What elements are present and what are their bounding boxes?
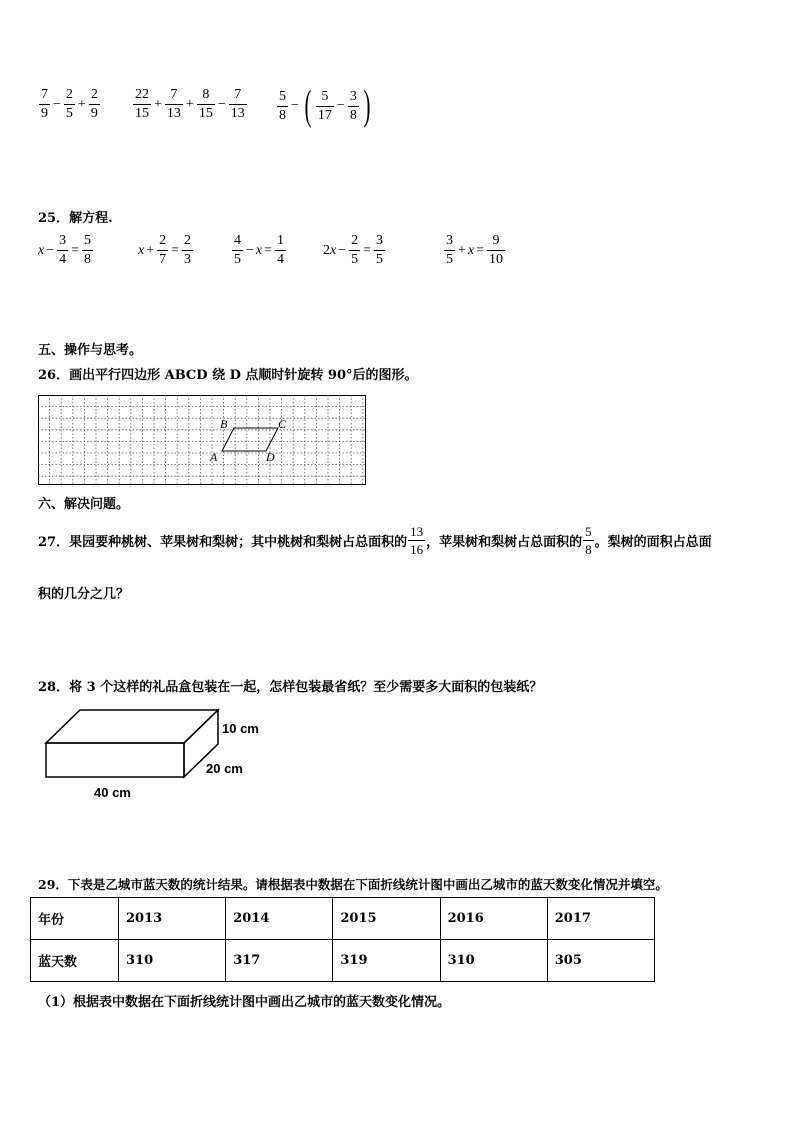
- table-cell: 310: [440, 940, 547, 982]
- table-cell: 年份: [31, 898, 119, 940]
- expression-3: $\frac{5}{8}$ − ( $\frac{5}{17}$ − $\frac{3}{8}$ ): [279, 83, 371, 129]
- width-label: 20 cm: [206, 761, 243, 776]
- equation-5: $\frac{3}{5}$ + x = $\frac{9}{10}$: [446, 233, 504, 267]
- fraction: $\frac{2}{9}$: [90, 87, 98, 121]
- q27-line1: 27．果园要种桃树、苹果树和梨树；其中桃树和梨树占总面积的 $\frac{13}{16}$ ，苹果树和梨树占总面积的 $\frac{5}{8}$ 。梨树的面积占总面: [38, 524, 712, 557]
- dot-grid: [38, 395, 366, 485]
- q25-title: 25．解方程.: [38, 211, 113, 226]
- vertex-label-d: D: [266, 450, 275, 464]
- table-cell: 2015: [333, 898, 440, 940]
- table-cell: 310: [119, 940, 226, 982]
- table-cell: 305: [547, 940, 654, 982]
- right-paren: ): [363, 83, 371, 129]
- equation-1: x − $\frac{3}{4}$ = $\frac{5}{8}$: [38, 233, 92, 267]
- expression-2: $\frac{22}{15}$ + $\frac{7}{13}$ + $\frac{8}{15}$ − $\frac{7}{13}$: [135, 87, 245, 121]
- blue-sky-table: [30, 897, 655, 982]
- q27-line2: 积的几分之几？: [38, 587, 130, 602]
- q29-title: 29．下表是乙城市蓝天数的统计结果。请根据表中数据在下面折线统计图中画出乙城市的蓝天数变化情况并填空。: [38, 877, 668, 892]
- section-5-heading: 五、操作与思考。: [38, 343, 143, 358]
- left-paren: (: [304, 83, 312, 129]
- q29-sub1: （1）根据表中数据在下面折线统计图中画出乙城市的蓝天数变化情况。: [38, 995, 451, 1010]
- table-cell: 2014: [226, 898, 333, 940]
- equation-2: x + $\frac{2}{7}$ = $\frac{2}{3}$: [138, 233, 192, 267]
- table-cell: 317: [226, 940, 333, 982]
- q26-title: 26．画出平行四边形 ABCD 绕 D 点顺时针旋转 90°后的图形。: [38, 368, 418, 383]
- expression-1: $\frac{7}{9}$ − $\frac{2}{5}$ + $\frac{2}{9}$: [41, 87, 98, 121]
- table-cell: 319: [333, 940, 440, 982]
- table-row: [31, 940, 655, 982]
- length-label: 40 cm: [94, 785, 131, 800]
- fraction: $\frac{2}{5}$: [65, 87, 73, 121]
- q28-title: 28．将 3 个这样的礼品盒包装在一起，怎样包装最省纸？至少需要多大面积的包装纸？: [38, 680, 543, 695]
- box-diagram: [40, 703, 280, 803]
- vertex-label-b: B: [220, 417, 228, 431]
- table-cell: 2013: [119, 898, 226, 940]
- table-cell: 2016: [440, 898, 547, 940]
- fraction: $\frac{7}{9}$: [41, 87, 48, 121]
- table-row: [31, 898, 655, 940]
- height-label: 10 cm: [222, 721, 259, 736]
- equation-3: $\frac{4}{5}$ − x = $\frac{1}{4}$: [234, 233, 285, 267]
- vertex-label-c: C: [278, 417, 287, 431]
- vertex-label-a: A: [210, 450, 218, 464]
- section-6-heading: 六、解决问题。: [38, 497, 130, 512]
- equation-4: 2 x − $\frac{2}{5}$ = $\frac{3}{5}$: [323, 233, 384, 267]
- table-cell: 2017: [547, 898, 654, 940]
- table-cell: 蓝天数: [31, 940, 119, 982]
